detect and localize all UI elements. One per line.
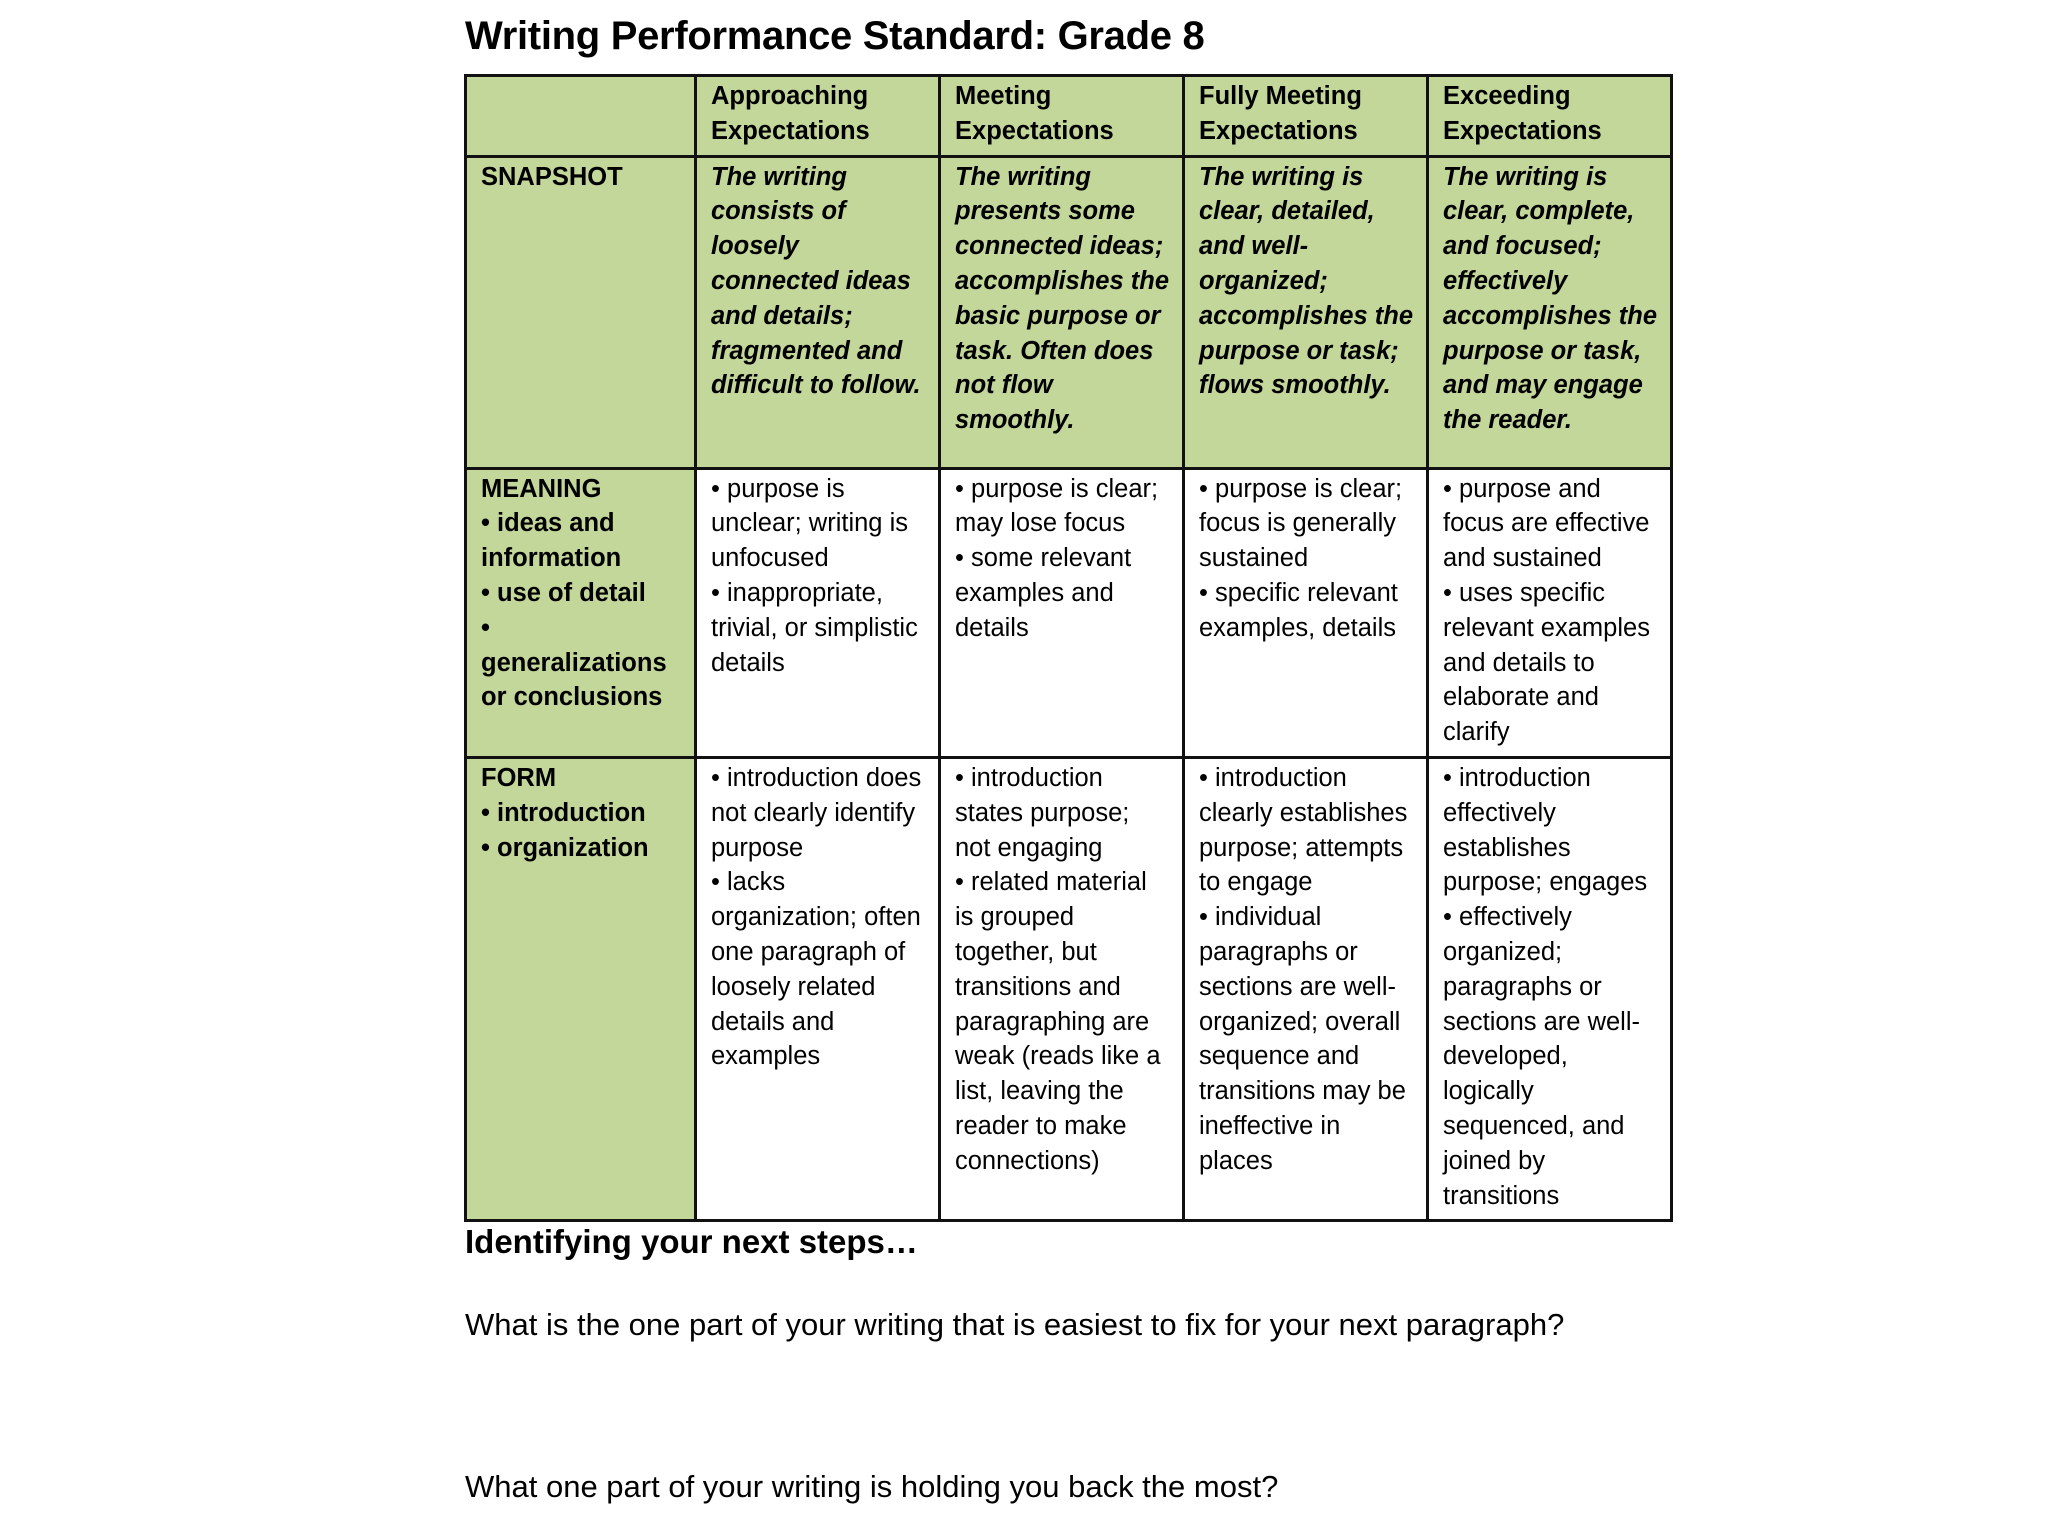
descriptor: • some relevant examples and details [955, 544, 1132, 642]
row-label-snapshot: SNAPSHOT [466, 156, 696, 468]
question-holding-back: What one part of your writing is holding you back the most? [465, 1469, 1279, 1504]
criterion: • ideas and information [481, 509, 622, 573]
row-label-form [466, 757, 696, 1220]
descriptor: • introduction effectively establishes purpose; engages [1443, 763, 1648, 897]
form-approaching [696, 757, 940, 1220]
row-title: MEANING [481, 474, 602, 503]
meaning-exceeding [1428, 468, 1672, 757]
descriptor: • introduction clearly establishes purpose; attempts to engage [1199, 763, 1408, 897]
form-row [466, 757, 1672, 1220]
question-easiest-fix: What is the one part of your writing that is easiest to fix for your next paragraph? [465, 1307, 1565, 1342]
header-row [466, 76, 1672, 157]
descriptor: • purpose is unclear; writing is unfocused [711, 474, 908, 573]
snapshot-meeting: The writing presents some connected ideas; accomplishes the basic purpose or task. Often does not flow smoothly. [940, 156, 1184, 468]
descriptor: • purpose and focus are effective and sustained [1443, 474, 1650, 573]
corner-cell [466, 76, 696, 157]
meaning-row [466, 468, 1672, 757]
descriptor: • inappropriate, trivial, or simplistic details [711, 578, 918, 677]
descriptor: • lacks organization; often one paragraph of loosely related details and examples [711, 868, 921, 1071]
descriptor: • introduction does not clearly identify purpose [711, 763, 922, 862]
criterion: • use of detail [481, 578, 646, 607]
column-header-fully-meeting: Fully Meeting Expectations [1184, 76, 1428, 157]
next-steps-heading: Identifying your next steps… [465, 1223, 918, 1260]
row-title: FORM [481, 763, 557, 792]
descriptor: • introduction states purpose; not engaging [955, 763, 1130, 862]
snapshot-fully-meeting: The writing is clear, detailed, and well-organized; accomplishes the purpose or task; flows smoothly. [1184, 156, 1428, 468]
form-meeting [940, 757, 1184, 1220]
descriptor: • individual paragraphs or sections are well-organized; overall sequence and transitions may be ineffective in places [1199, 903, 1406, 1175]
descriptor: • effectively organized; paragraphs or sections are well-developed, logically sequenced, and joined by transitions [1443, 903, 1640, 1210]
column-header-approaching: Approaching Expectations [696, 76, 940, 157]
descriptor: • specific relevant examples, details [1199, 578, 1398, 642]
descriptor: • related material is grouped together, but transitions and paragraphing are weak (reads like a list, leaving the reader to make connections) [955, 868, 1161, 1175]
criterion: • introduction [481, 798, 646, 827]
descriptor: • uses specific relevant examples and details to elaborate and clarify [1443, 578, 1650, 747]
descriptor: • purpose is clear; focus is generally sustained [1199, 474, 1403, 573]
snapshot-approaching: The writing consists of loosely connected ideas and details; fragmented and difficult to follow. [696, 156, 940, 468]
form-fully-meeting [1184, 757, 1428, 1220]
descriptor: • purpose is clear; may lose focus [955, 474, 1159, 538]
column-header-meeting: Meeting Expectations [940, 76, 1184, 157]
page-title: Writing Performance Standard: Grade 8 [465, 14, 1205, 58]
column-header-exceeding: Exceeding Expectations [1428, 76, 1672, 157]
criterion: • organization [481, 833, 649, 862]
snapshot-row [466, 156, 1672, 468]
meaning-fully-meeting [1184, 468, 1428, 757]
meaning-approaching [696, 468, 940, 757]
rubric-table [464, 74, 1673, 1222]
form-exceeding [1428, 757, 1672, 1220]
criterion: • generalizations or conclusions [481, 613, 667, 712]
row-label-meaning [466, 468, 696, 757]
snapshot-exceeding: The writing is clear, complete, and focused; effectively accomplishes the purpose or task, and may engage the reader. [1428, 156, 1672, 468]
meaning-meeting [940, 468, 1184, 757]
